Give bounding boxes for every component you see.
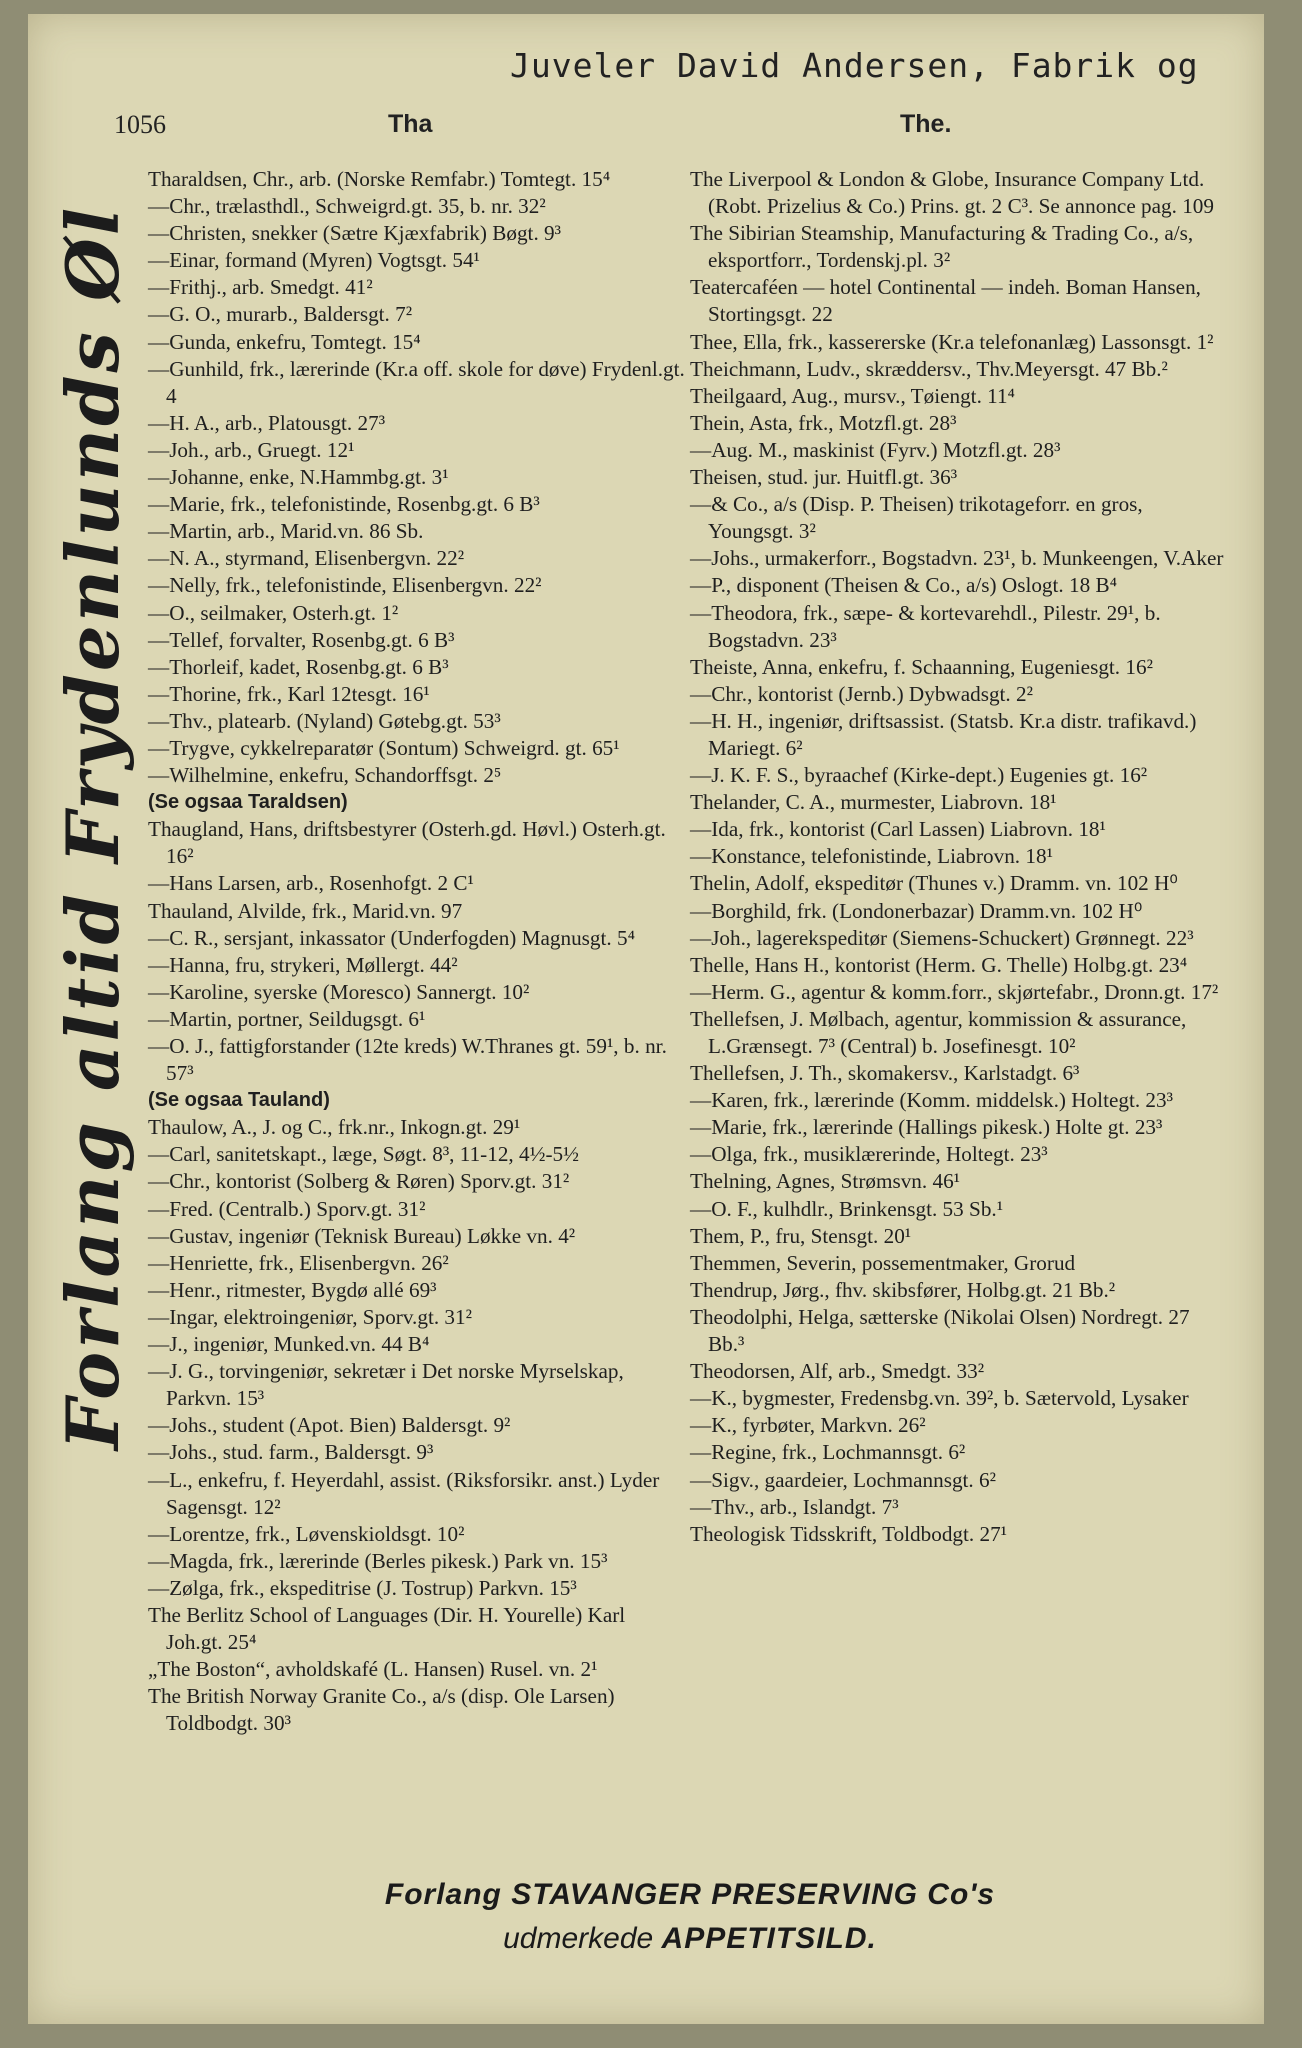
directory-entry: —Ida, frk., kontorist (Carl Lassen) Liabrovn. 18¹ bbox=[690, 817, 1106, 842]
left-column-heading: Tha bbox=[388, 110, 433, 138]
directory-entry: Thauland, Alvilde, frk., Marid.vn. 97 bbox=[148, 898, 463, 923]
directory-entry: —H. A., arb., Platousgt. 27³ bbox=[148, 410, 386, 435]
bottom-ad-line1: Forlang STAVANGER PRESERVING Co's bbox=[384, 1878, 996, 1911]
directory-entry: —Olga, frk., musiklærerinde, Holtegt. 23³ bbox=[690, 1142, 1048, 1167]
directory-entry: The Berlitz School of Languages (Dir. H. Yourelle) Karl Joh.gt. 25⁴ bbox=[148, 1602, 626, 1655]
directory-entry: —Martin, portner, Seildugsgt. 6¹ bbox=[148, 1006, 426, 1031]
directory-entry: —Thv., platearb. (Nyland) Gøtebg.gt. 53³ bbox=[148, 708, 501, 733]
directory-entry: —Fred. (Centralb.) Sporv.gt. 31² bbox=[148, 1196, 426, 1221]
directory-entry: Thendrup, Jørg., fhv. skibsfører, Holbg.gt. 21 Bb.² bbox=[690, 1277, 1116, 1302]
directory-entry: —Thorine, frk., Karl 12tesgt. 16¹ bbox=[148, 681, 430, 706]
directory-entry: —Hanna, fru, strykeri, Møllergt. 44² bbox=[148, 952, 458, 977]
header-advertisement: Juveler David Andersen, Fabrik og bbox=[510, 46, 1199, 85]
directory-entry: —Gunda, enkefru, Tomtegt. 15⁴ bbox=[148, 329, 421, 354]
directory-entry: —Regine, frk., Lochmannsgt. 6² bbox=[690, 1440, 966, 1465]
vertical-side-advertisement: Forlang altid Frydenlunds Øl bbox=[50, 204, 135, 1450]
directory-entry: —Zølga, frk., ekspeditrise (J. Tostrup) Parkvn. 15³ bbox=[148, 1575, 577, 1600]
directory-entry: —O. F., kulhdlr., Brinkensgt. 53 Sb.¹ bbox=[690, 1196, 1004, 1221]
directory-entry: —Lorentze, frk., Løvenskioldsgt. 10² bbox=[148, 1521, 465, 1546]
directory-entry: —O. J., fattigforstander (12te kreds) W.Thranes gt. 59¹, b. nr. 57³ bbox=[148, 1034, 667, 1086]
directory-entry: Thellefsen, J. Th., skomakersv., Karlstadgt. 6³ bbox=[690, 1061, 1080, 1086]
directory-entry: —Chr., trælasthdl., Schweigrd.gt. 35, b. nr. 32² bbox=[148, 194, 546, 219]
directory-entry: —Thorleif, kadet, Rosenbg.gt. 6 B³ bbox=[148, 654, 449, 679]
directory-entry: —Sigv., gaardeier, Lochmannsgt. 6² bbox=[690, 1467, 996, 1492]
directory-entry: Them, P., fru, Stensgt. 20¹ bbox=[690, 1223, 912, 1248]
directory-entry: —Konstance, telefonistinde, Liabrovn. 18¹ bbox=[690, 844, 1053, 869]
directory-entry: (Se ogsaa Tauland) bbox=[148, 1089, 330, 1112]
directory-entry: Theisen, stud. jur. Huitfl.gt. 36³ bbox=[690, 465, 958, 490]
directory-entry: —Gustav, ingeniør (Teknisk Bureau) Løkke vn. 4² bbox=[148, 1223, 576, 1248]
directory-entry: —Aug. M., maskinist (Fyrv.) Motzfl.gt. 28³ bbox=[690, 437, 1061, 462]
directory-entry: —Henr., ritmester, Bygdø allé 69³ bbox=[148, 1277, 437, 1302]
directory-entry: —Wilhelmine, enkefru, Schandorffsgt. 2⁵ bbox=[148, 763, 502, 788]
directory-entry: Thelning, Agnes, Strømsvn. 46¹ bbox=[690, 1169, 961, 1194]
directory-entry: —L., enkefru, f. Heyerdahl, assist. (Riksforsikr. anst.) Lyder Sagensgt. 12² bbox=[148, 1467, 660, 1519]
directory-entry: —Joh., arb., Gruegt. 12¹ bbox=[148, 437, 355, 462]
right-column bbox=[690, 166, 1230, 1548]
directory-entry: —Chr., kontorist (Jernb.) Dybwadsgt. 2² bbox=[690, 681, 1033, 706]
directory-entry: Teatercaféen — hotel Continental — indeh. Boman Hansen, Stortingsgt. 22 bbox=[690, 275, 1201, 327]
directory-entry: —Ingar, elektroingeniør, Sporv.gt. 31² bbox=[148, 1304, 472, 1329]
directory-entry: Tharaldsen, Chr., arb. (Norske Remfabr.) Tomtegt. 15⁴ bbox=[148, 167, 611, 191]
bottom-ad-line2 bbox=[330, 1922, 1050, 1956]
directory-entry: —O., seilmaker, Osterh.gt. 1² bbox=[148, 600, 399, 625]
directory-entry: —N. A., styrmand, Elisenbergvn. 22² bbox=[148, 546, 465, 571]
bottom-ad-product: APPETITSILD. bbox=[661, 1922, 877, 1955]
directory-entry: —Tellef, forvalter, Rosenbg.gt. 6 B³ bbox=[148, 627, 455, 652]
directory-entry: —K., bygmester, Fredensbg.vn. 39², b. Sætervold, Lysaker bbox=[690, 1386, 1189, 1411]
directory-entry: Theilgaard, Aug., mursv., Tøiengt. 11⁴ bbox=[690, 383, 1015, 408]
directory-entry: —Gunhild, frk., lærerinde (Kr.a off. skole for døve) Frydenl.gt. 4 bbox=[148, 356, 685, 408]
directory-entry: —Martin, arb., Marid.vn. 86 Sb. bbox=[148, 519, 424, 544]
directory-entry: Thaugland, Hans, driftsbestyrer (Osterh.gd. Høvl.) Osterh.gt. 16² bbox=[148, 817, 666, 869]
directory-entry: The Liverpool & London & Globe, Insurance Company Ltd. (Robt. Prizelius & Co.) Prins. gt. 2 C³. Se annonce pag. 109 bbox=[690, 167, 1214, 219]
directory-entry: —Johs., student (Apot. Bien) Baldersgt. 9² bbox=[148, 1413, 511, 1438]
directory-entry: —Christen, snekker (Sætre Kjæxfabrik) Bøgt. 9³ bbox=[148, 221, 561, 246]
directory-entry: —Marie, frk., lærerinde (Hallings pikesk.) Holte gt. 23³ bbox=[690, 1115, 1163, 1140]
directory-entry: —Nelly, frk., telefonistinde, Elisenbergvn. 22² bbox=[148, 573, 542, 598]
directory-entry: —& Co., a/s (Disp. P. Theisen) trikotageforr. en gros, Youngsgt. 3² bbox=[690, 492, 1143, 544]
directory-entry: —Carl, sanitetskapt., læge, Søgt. 8³, 11-12, 4½-5½ bbox=[148, 1142, 580, 1167]
directory-entry: —Karen, frk., lærerinde (Komm. middelsk.) Holtegt. 23³ bbox=[690, 1088, 1173, 1113]
directory-entry: —Johs., urmakerforr., Bogstadvn. 23¹, b. Munkeengen, V.Aker bbox=[690, 546, 1224, 571]
directory-entry: —G. O., murarb., Baldersgt. 7² bbox=[148, 302, 413, 327]
directory-entry: —Borghild, frk. (Londonerbazar) Dramm.vn. 102 H⁰ bbox=[690, 898, 1143, 923]
page-number: 1056 bbox=[114, 110, 166, 139]
directory-entry: —Karoline, syerske (Moresco) Sannergt. 10² bbox=[148, 979, 530, 1004]
directory-entry: —Herm. G., agentur & komm.forr., skjørtefabr., Dronn.gt. 17² bbox=[690, 979, 1219, 1004]
directory-entry: Theodolphi, Helga, sætterske (Nikolai Olsen) Nordregt. 27 Bb.³ bbox=[690, 1304, 1190, 1357]
directory-entry: Thellefsen, J. Mølbach, agentur, kommission & assurance, L.Grænsegt. 7³ (Central) b. Josefinesgt. 10² bbox=[690, 1006, 1187, 1058]
directory-entry: —Einar, formand (Myren) Vogtsgt. 54¹ bbox=[148, 248, 480, 273]
directory-entry: Themmen, Severin, possementmaker, Grorud bbox=[690, 1250, 1076, 1275]
directory-entry: —C. R., sersjant, inkassator (Underfogden) Magnusgt. 5⁴ bbox=[148, 925, 635, 950]
directory-entry: Thein, Asta, frk., Motzfl.gt. 28³ bbox=[690, 410, 957, 435]
directory-entry: —Chr., kontorist (Solberg & Røren) Sporv.gt. 31² bbox=[148, 1169, 570, 1194]
directory-entry: —Marie, frk., telefonistinde, Rosenbg.gt. 6 B³ bbox=[148, 492, 540, 517]
left-column bbox=[148, 166, 685, 1737]
directory-entry: Thee, Ella, frk., kassererske (Kr.a telefonanlæg) Lassonsgt. 1² bbox=[690, 329, 1214, 354]
directory-entry: Thelle, Hans H., kontorist (Herm. G. Thelle) Holbg.gt. 23⁴ bbox=[690, 952, 1188, 977]
directory-entry: Theiste, Anna, enkefru, f. Schaanning, Eugeniesgt. 16² bbox=[690, 654, 1153, 679]
directory-entry: Theologisk Tidsskrift, Toldbodgt. 27¹ bbox=[690, 1521, 1008, 1546]
directory-entry: —Johanne, enke, N.Hammbg.gt. 3¹ bbox=[148, 465, 449, 490]
right-column-heading: The. bbox=[900, 110, 952, 138]
directory-entry: (Se ogsaa Taraldsen) bbox=[148, 791, 348, 814]
directory-entry: Theodorsen, Alf, arb., Smedgt. 33² bbox=[690, 1359, 985, 1384]
directory-entry: —Frithj., arb. Smedgt. 41² bbox=[148, 275, 373, 300]
directory-entry: Thaulow, A., J. og C., frk.nr., Inkogn.gt. 29¹ bbox=[148, 1115, 521, 1140]
directory-entry: —Hans Larsen, arb., Rosenhofgt. 2 C¹ bbox=[148, 871, 474, 896]
directory-entry: —Johs., stud. farm., Baldersgt. 9³ bbox=[148, 1440, 434, 1465]
directory-entry: —J. G., torvingeniør, sekretær i Det norske Myrselskap, Parkvn. 15³ bbox=[148, 1359, 624, 1411]
directory-entry: —J., ingeniør, Munked.vn. 44 B⁴ bbox=[148, 1332, 430, 1357]
directory-entry: —Trygve, cykkelreparatør (Sontum) Schweigrd. gt. 65¹ bbox=[148, 735, 620, 760]
bottom-advertisement bbox=[330, 1878, 1050, 1956]
directory-entry: —H. H., ingeniør, driftsassist. (Statsb. Kr.a distr. trafikavd.) Mariegt. 6² bbox=[690, 708, 1197, 760]
directory-entry: —Theodora, frk., sæpe- & kortevarehdl., Pilestr. 29¹, b. Bogstadvn. 23³ bbox=[690, 600, 1161, 652]
directory-entry: —Magda, frk., lærerinde (Berles pikesk.) Park vn. 15³ bbox=[148, 1548, 608, 1573]
directory-entry: Theichmann, Ludv., skræddersv., Thv.Meyersgt. 47 Bb.² bbox=[690, 356, 1168, 381]
directory-entry: „The Boston“, avholdskafé (L. Hansen) Rusel. vn. 2¹ bbox=[148, 1657, 598, 1682]
directory-entry: The Sibirian Steamship, Manufacturing & Trading Co., a/s, eksportforr., Tordenskj.pl. 3² bbox=[690, 221, 1194, 273]
bottom-ad-prefix: udmerkede bbox=[503, 1922, 654, 1955]
directory-entry: —Thv., arb., Islandgt. 7³ bbox=[690, 1494, 899, 1519]
directory-entry: —J. K. F. S., byraachef (Kirke-dept.) Eugenies gt. 16² bbox=[690, 763, 1148, 788]
directory-entry: —P., disponent (Theisen & Co., a/s) Oslogt. 18 B⁴ bbox=[690, 573, 1118, 598]
directory-entry: Thelin, Adolf, ekspeditør (Thunes v.) Dramm. vn. 102 H⁰ bbox=[690, 871, 1178, 896]
directory-entry: —Joh., lagerekspeditør (Siemens-Schuckert) Grønnegt. 22³ bbox=[690, 925, 1194, 950]
directory-entry: —Henriette, frk., Elisenbergvn. 26² bbox=[148, 1250, 449, 1275]
directory-entry: —K., fyrbøter, Markvn. 26² bbox=[690, 1413, 926, 1438]
directory-entry: Thelander, C. A., murmester, Liabrovn. 18¹ bbox=[690, 790, 1057, 815]
directory-entry: The British Norway Granite Co., a/s (disp. Ole Larsen) Toldbodgt. 30³ bbox=[148, 1684, 615, 1736]
